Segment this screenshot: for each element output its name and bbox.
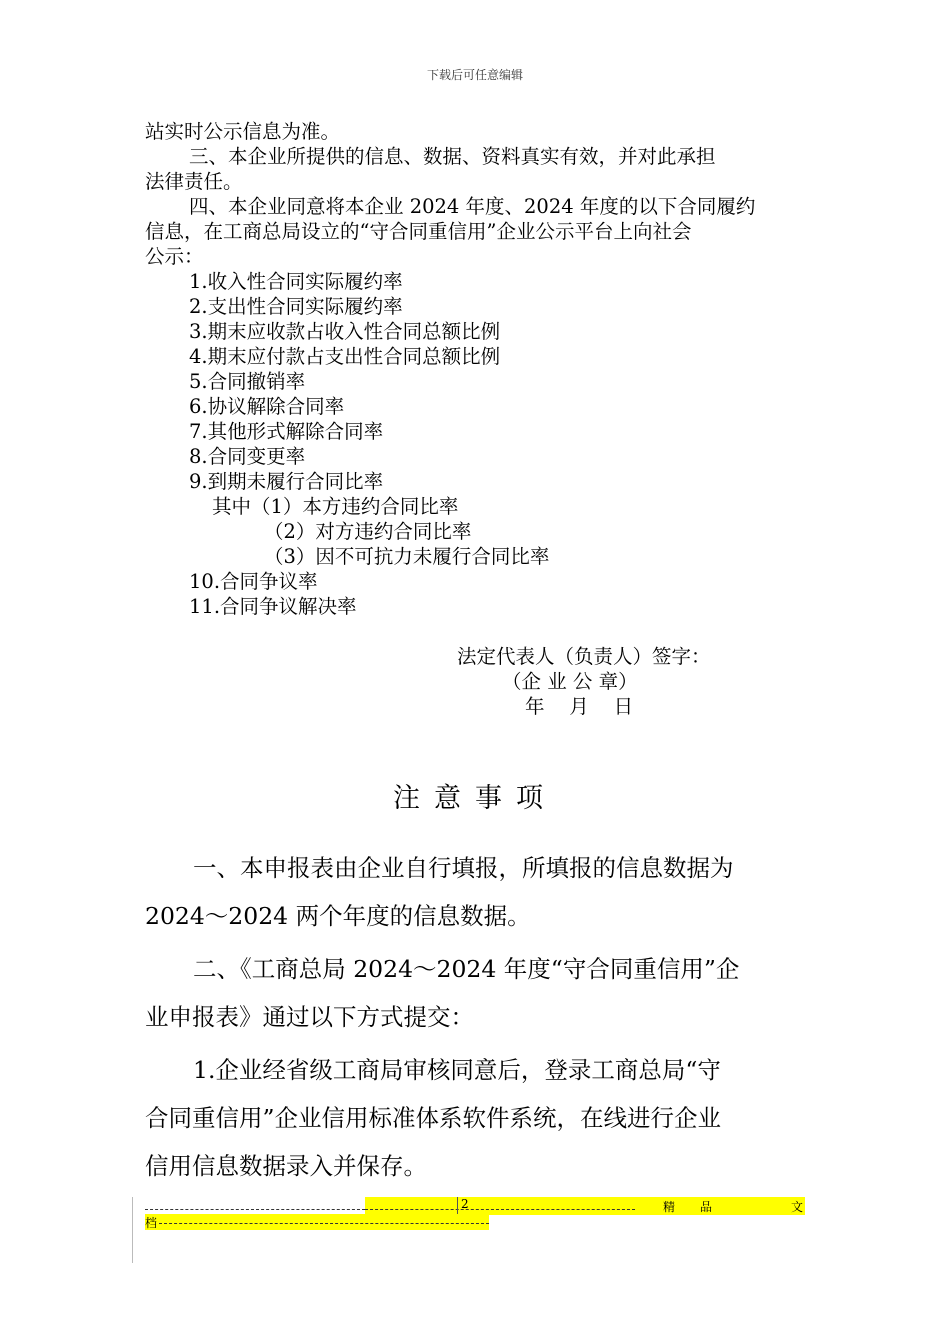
footer-label: 文 — [791, 1200, 804, 1214]
footer-label: 精 — [663, 1200, 676, 1214]
notice-paragraph: 信用信息数据录入并保存。 — [145, 1152, 427, 1180]
list-item: 2.支出性合同实际履约率 — [189, 295, 403, 318]
list-item: 4.期末应付款占支出性合同总额比例 — [189, 345, 501, 368]
signature-line: 法定代表人（负责人）签字： — [457, 645, 711, 668]
footer-highlight — [365, 1197, 805, 1215]
footer-label: 档 — [145, 1216, 158, 1230]
list-item: 9.到期未履行合同比率 — [189, 470, 384, 493]
body-line: 公示： — [145, 245, 204, 268]
date-line: 年 月 日 — [525, 695, 634, 718]
list-item: 8.合同变更率 — [189, 445, 306, 468]
body-line: 信息，在工商总局设立的“守合同重信用”企业公示平台上向社会 — [145, 220, 692, 243]
notice-paragraph: 一、本申报表由企业自行填报，所填报的信息数据为 — [193, 854, 734, 882]
body-line: 法律责任。 — [145, 170, 243, 193]
seal-line: （企 业 公 章） — [502, 670, 638, 693]
notice-paragraph: 1.企业经省级工商局审核同意后，登录工商总局“守 — [193, 1056, 721, 1084]
list-item: 6.协议解除合同率 — [189, 395, 345, 418]
list-item: 3.期末应收款占收入性合同总额比例 — [189, 320, 501, 343]
body-line: 站实时公示信息为准。 — [145, 120, 341, 143]
footer-dash — [145, 1209, 365, 1210]
footer-label: 品 — [700, 1200, 713, 1214]
footer-row-1 — [145, 1197, 805, 1215]
body-line: 四、本企业同意将本企业 2024 年度、2024 年度的以下合同履约 — [189, 195, 756, 218]
footer-dash — [159, 1223, 489, 1224]
footer-separator — [457, 1197, 458, 1215]
margin-rule — [132, 1197, 133, 1263]
list-item: 1.收入性合同实际履约率 — [189, 270, 403, 293]
notice-paragraph: 业申报表》通过以下方式提交： — [145, 1003, 474, 1031]
list-item: 7.其他形式解除合同率 — [189, 420, 384, 443]
notice-paragraph: 2024～2024 两个年度的信息数据。 — [145, 902, 531, 930]
list-item: 其中（1）本方违约合同比率 — [212, 495, 459, 518]
footer-row-2 — [145, 1214, 489, 1230]
notice-title: 注意事项 — [393, 783, 557, 814]
list-item: （2）对方违约合同比率 — [264, 520, 472, 543]
footer-highlight — [145, 1214, 489, 1230]
footer-page-number: 2 — [461, 1197, 469, 1211]
footer-dash — [365, 1209, 635, 1210]
page-header: 下载后可任意编辑 — [426, 68, 523, 82]
list-item: 11.合同争议解决率 — [189, 595, 357, 618]
body-line: 三、本企业所提供的信息、数据、资料真实有效，并对此承担 — [189, 145, 716, 168]
list-item: 10.合同争议率 — [189, 570, 318, 593]
notice-paragraph: 二、《工商总局 2024～2024 年度“守合同重信用”企 — [193, 955, 740, 983]
list-item: 5.合同撤销率 — [189, 370, 306, 393]
list-item: （3）因不可抗力未履行合同比率 — [264, 545, 550, 568]
notice-paragraph: 合同重信用”企业信用标准体系软件系统，在线进行企业 — [145, 1104, 722, 1132]
